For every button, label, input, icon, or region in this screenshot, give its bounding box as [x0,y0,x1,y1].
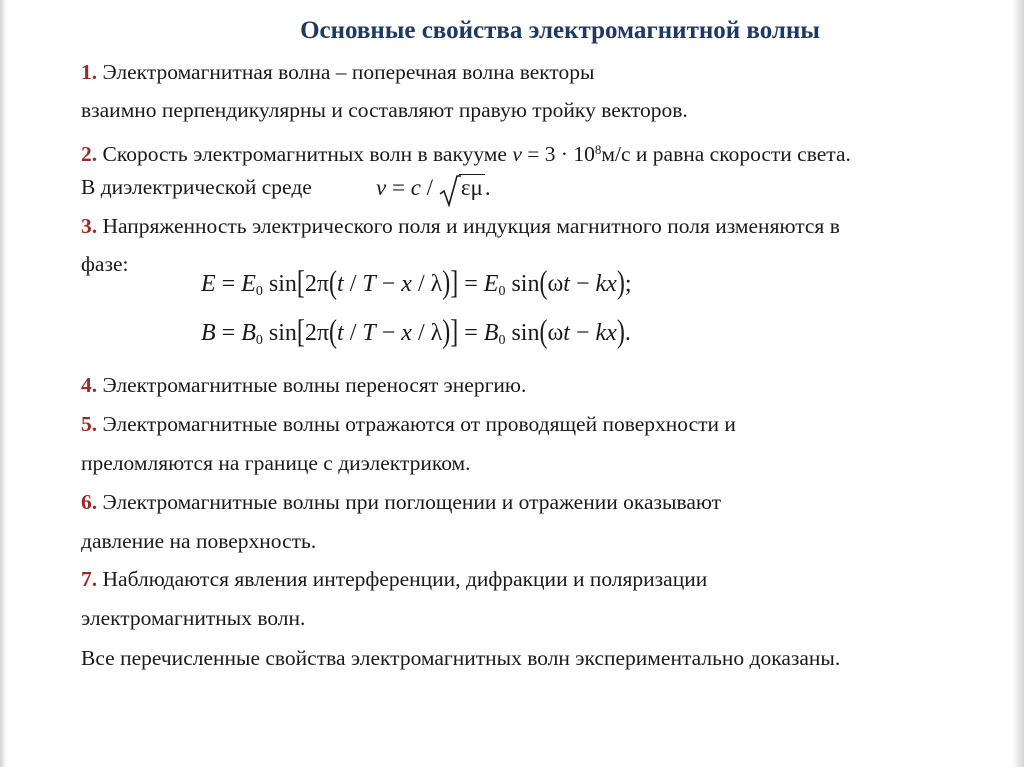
conclusion-text: Все перечисленные свойства электромагнитных волн экспериментально доказаны. [81,646,841,670]
item-2-line-2: В диэлектрической среде [81,175,312,199]
slide-right-edge [1012,0,1024,767]
item-text: м/с и равна скорости света. [601,142,851,167]
item-1-line-1 [81,59,594,85]
formula-v: v [376,175,387,200]
item-text: Напряженность электрического поля и индукция магнитного поля изменяются в [102,214,840,238]
speed-variable: v [512,142,522,167]
item-5-line-1 [81,411,736,437]
item-text: Электромагнитные волны отражаются от проводящей поверхности и [102,412,736,436]
speed-in-medium-formula: v = c / εμ. [376,172,491,207]
item-2-line-1 [81,136,851,167]
item-6-line-2: давление на поверхность. [81,529,317,553]
item-text: Скорость электромагнитных волн в вакууме [102,142,507,167]
item-3-line-2: фазе: [81,252,129,276]
item-7-line-2: электромагнитных волн. [81,606,306,630]
item-text: Электромагнитная волна – поперечная волна векторы [102,60,595,84]
item-1-line-2: взаимно перпендикулярны и составляют правую тройку векторов. [81,98,688,122]
item-6-line-1 [81,489,721,515]
item-text: Наблюдаются явления интерференции, дифракции и поляризации [102,567,708,591]
magnetic-field-formula: B = B0 sin[2π(t / T − x / λ)] = B0 sin(ωt − kx). [201,314,631,350]
item-number: 4. [81,373,98,397]
formula-c: c [410,175,421,200]
item-number: 7. [81,567,98,591]
item-number: 2. [81,142,98,167]
electric-field-formula: E = E0 sin[2π(t / T − x / λ)] = E0 sin(ωt − kx); [201,265,632,301]
sqrt-radicand: εμ [460,175,483,201]
item-7-line-1 [81,566,707,592]
slide-left-edge [0,0,7,767]
item-3-line-1 [81,213,840,239]
slide-title: Основные свойства электромагнитной волны [300,17,820,44]
item-4-line-1 [81,372,526,398]
item-number: 3. [81,214,98,238]
speed-value: = 3 · 10 [527,142,595,167]
item-number: 5. [81,412,98,436]
item-text: Электромагнитные волны переносят энергию. [102,373,527,397]
sqrt-symbol [439,172,485,207]
speed-exponent: 8 [594,142,602,157]
item-number: 1. [81,60,98,84]
item-5-line-2: преломляются на границе с диэлектриком. [81,451,471,475]
item-text: Электромагнитные волны при поглощении и отражении оказывают [102,490,722,514]
item-number: 6. [81,490,98,514]
